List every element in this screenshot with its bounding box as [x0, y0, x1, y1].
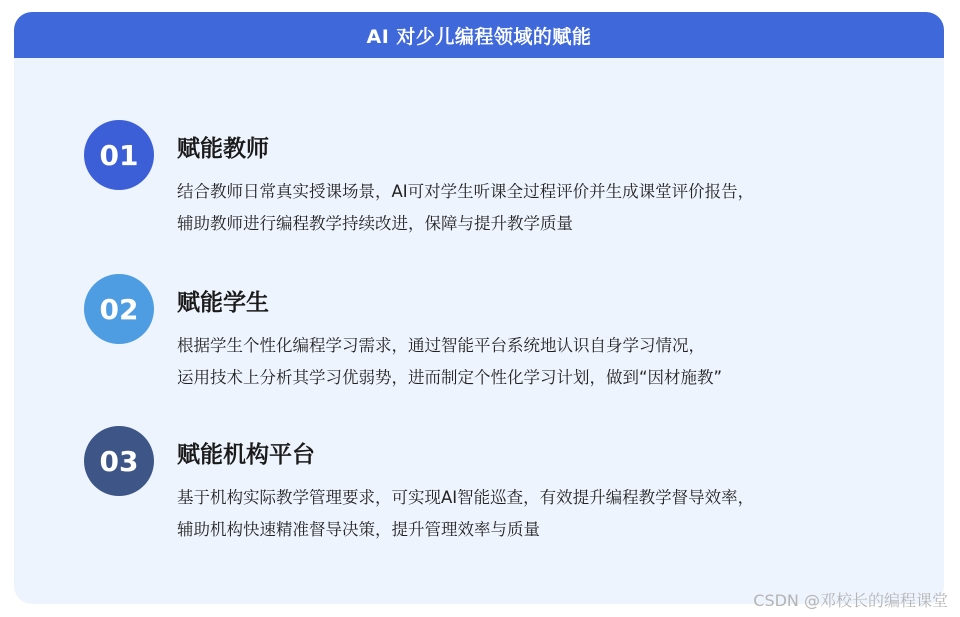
card-header [14, 12, 944, 58]
content-card [14, 12, 944, 604]
description-line: 根据学生个性化编程学习需求，通过智能平台系统地认识自身学习情况， [177, 336, 705, 355]
description-line: 辅助教师进行编程教学持续改进，保障与提升教学质量 [177, 214, 573, 233]
item-description [177, 482, 754, 546]
number-badge: 01 [84, 120, 154, 190]
description-line: 辅助机构快速精准督导决策，提升管理效率与质量 [177, 520, 540, 539]
description-line: 结合教师日常真实授课场景，AI可对学生听课全过程评价并生成课堂评价报告， [177, 182, 755, 201]
item-title: 赋能教师 [177, 136, 269, 162]
item-description [177, 176, 754, 240]
item-title: 赋能机构平台 [177, 442, 315, 468]
watermark: CSDN @邓校长的编程课堂 [753, 591, 948, 610]
description-line: 运用技术上分析其学习优弱势，进而制定个性化学习计划，做到“因材施教” [177, 368, 723, 387]
item-title: 赋能学生 [177, 290, 269, 316]
page-title: AI 对少儿编程领域的赋能 [366, 25, 592, 48]
item-description [177, 330, 722, 394]
number-badge: 02 [84, 274, 154, 344]
number-badge: 03 [84, 426, 154, 496]
description-line: 基于机构实际教学管理要求，可实现AI智能巡查，有效提升编程教学督导效率， [177, 488, 755, 507]
